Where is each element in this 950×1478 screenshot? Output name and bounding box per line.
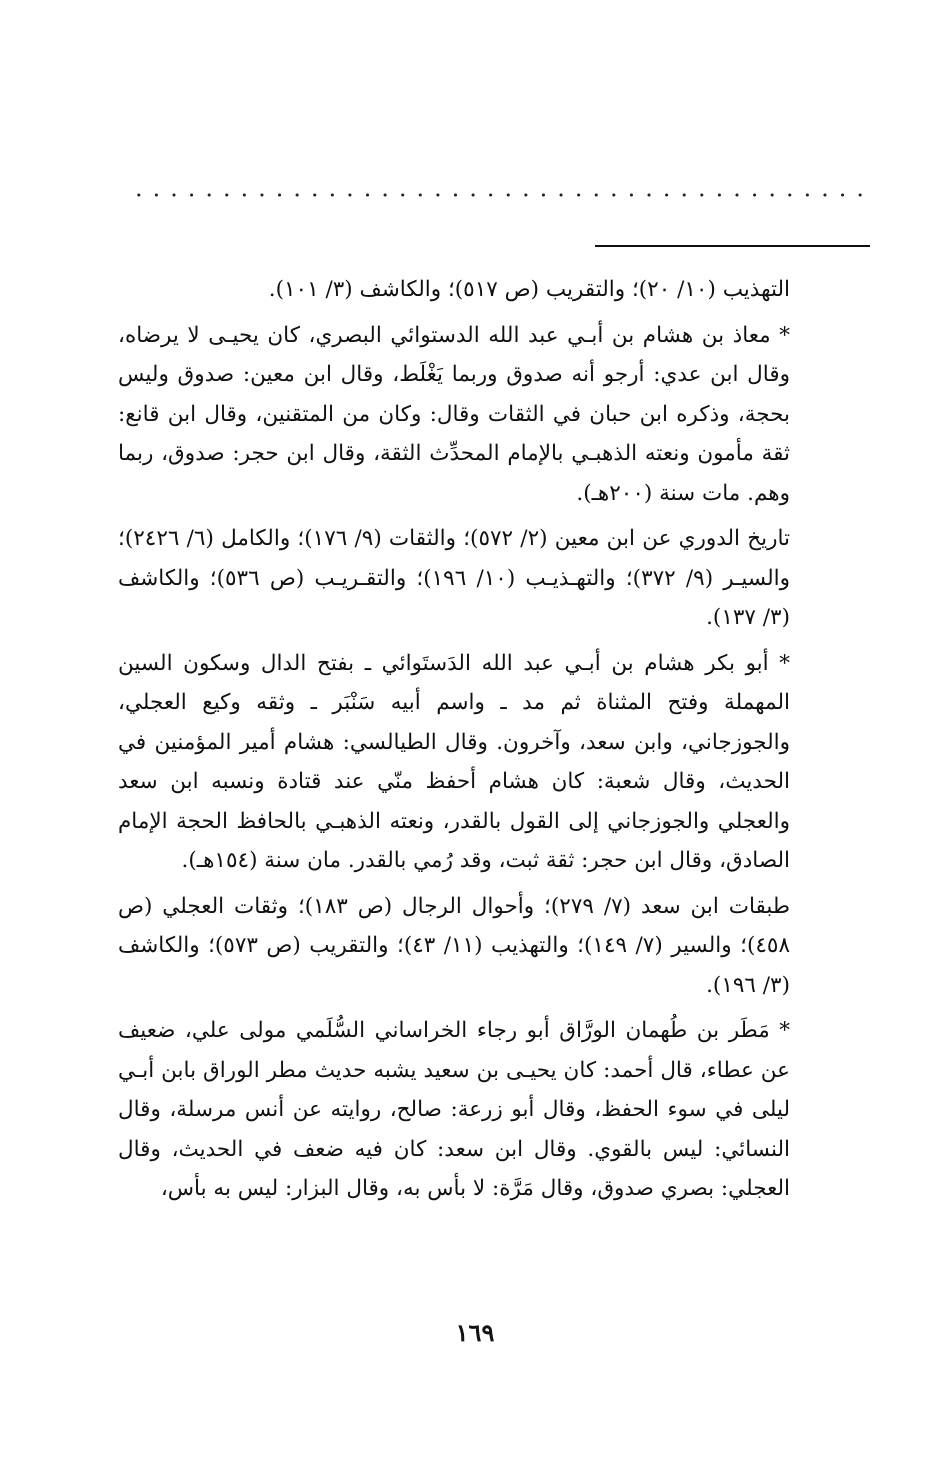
- page-number: ١٦٩: [455, 1318, 495, 1347]
- paragraph-1: التهذيب (١٠/ ٢٠)؛ والتقريب (ص ٥١٧)؛ والكاشف (٣/ ١٠١).: [268, 277, 790, 302]
- paragraph-6: * مَطَر بن طُهمان الورَّاق أبو رجاء الخراساني السُّلَمي مولى علي، ضعيف عن عطاء، قال أحمد: كان يحيـى بن سعيد يشبه حديث مطر الوراق بابن أبـي ليلى في سوء الحفظ، وقال أبو زرعة: صالح، روايته عن أنس مرسلة، وقال النسائي: ليس بالقوي. وقال ابن سعد: كان فيه ضعف في الحديث، وقال العجلي: بصري صدوق، وقال مَرَّة: لا بأس به، وقال البزار: ليس به بأس،: [118, 1018, 790, 1201]
- paragraph-3: تاريخ الدوري عن ابن معين (٢/ ٥٧٢)؛ والثقات (٩/ ١٧٦)؛ والكامل (٦/ ٢٤٢٦)؛ والسيـر (٩/ ٣٧٢)؛ والتهـذيـب (١٠/ ١٩٦)؛ والتقـريـب (ص ٥٣٦)؛ والكاشف (٣/ ١٣٧).: [118, 526, 791, 630]
- paragraph-5: طبقات ابن سعد (٧/ ٢٧٩)؛ وأحوال الرجال (ص ١٨٣)؛ وثقات العجلي (ص ٤٥٨)؛ والسير (٧/ ١٤٩)؛ والتهذيب (١١/ ٤٣)؛ والتقريب (ص ٥٧٣)؛ والكاشف (٣/ ١٩٦).: [118, 893, 791, 998]
- dotted-separator: [130, 193, 870, 197]
- paragraph-4: * أبو بكر هشام بن أبـي عبد الله الدَستَوائي ـ بفتح الدال وسكون السين المهملة وفتح المثناة ثم مد ـ واسم أبيه سَنْبَر ـ وثقه وكيع العجلي، والجوزجاني، وابن سعد، وآخرون. وقال الطيالسي: هشام أمير المؤمنين في الحديث، وقال شعبة: كان هشام أحفظ منّي عند قتادة ونسبه ابن سعد والعجلي والجوزجاني إلى القول بالقدر، ونعته الذهبـي بالحافظ الحجة الإمام الصادق، وقال ابن حجر: ثقة ثبت، وقد رُمي بالقدر. مان سنة (١٥٤هـ).: [118, 650, 790, 873]
- footnote-text: [118, 270, 790, 1215]
- footnote-rule: [595, 245, 870, 247]
- paragraph-2: * معاذ بن هشام بن أبـي عبد الله الدستوائي البصري، كان يحيـى لا يرضاه، وقال ابن عدي: أرجو أنه صدوق وربما يَغْلَط، وقال ابن معين: صدوق وليس بحجة، وذكره ابن حبان في الثقات وقال: وكان من المتقنين، وقال ابن قانع: ثقة مأمون ونعته الذهبـي بالإمام المحدِّث الثقة، وقال ابن حجر: صدوق، ربما وهم. مات سنة (٢٠٠هـ).: [118, 322, 790, 506]
